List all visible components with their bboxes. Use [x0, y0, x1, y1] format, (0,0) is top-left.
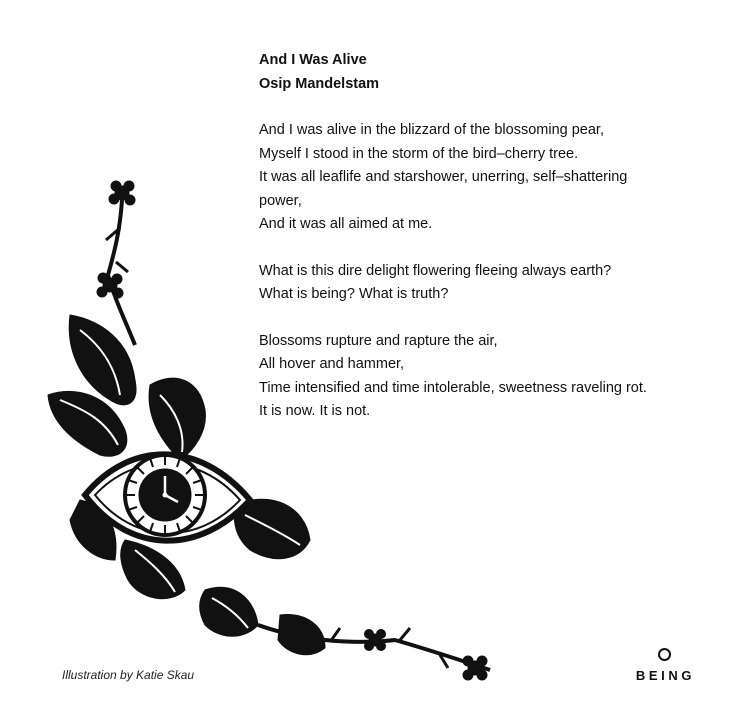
poem-line: power, [259, 192, 302, 209]
poem-line: Blossoms rupture and rapture the air, [259, 332, 498, 349]
illustration-credit: Illustration by Katie Skau [62, 668, 195, 682]
poem-line: Myself I stood in the storm of the bird–cherry tree. [259, 145, 579, 162]
poem-line: Time intensified and time intolerable, sweetness raveling rot. [259, 379, 647, 396]
logo-wordmark: BEING [635, 668, 696, 683]
stanza-3 [259, 330, 719, 424]
poem-line: It was all leaflife and starshower, unerring, self–shattering [259, 169, 628, 185]
stanza-2 [259, 260, 719, 307]
leaf-upper [69, 315, 136, 405]
poem [259, 49, 719, 424]
poem-line: What is this dire delight flowering fleeing always earth? [259, 262, 612, 279]
poem-line: All hover and hammer, [259, 356, 405, 372]
leaf-bottom [121, 540, 185, 599]
poem-line: What is being? What is truth? [259, 286, 449, 302]
upper-branch [108, 200, 135, 345]
stanza-1 [259, 119, 719, 237]
leaf-bottom-right [200, 587, 258, 636]
poem-title: And I Was Alive [259, 52, 367, 68]
poem-line: And I was alive in the blizzard of the blossoming pear, [259, 122, 604, 138]
poem-line: And it was all aimed at me. [259, 216, 433, 232]
being-logo [626, 648, 702, 683]
poem-line: It is now. It is not. [259, 403, 371, 419]
logo-circle-icon [658, 648, 671, 661]
poem-author: Osip Mandelstam [259, 75, 380, 92]
